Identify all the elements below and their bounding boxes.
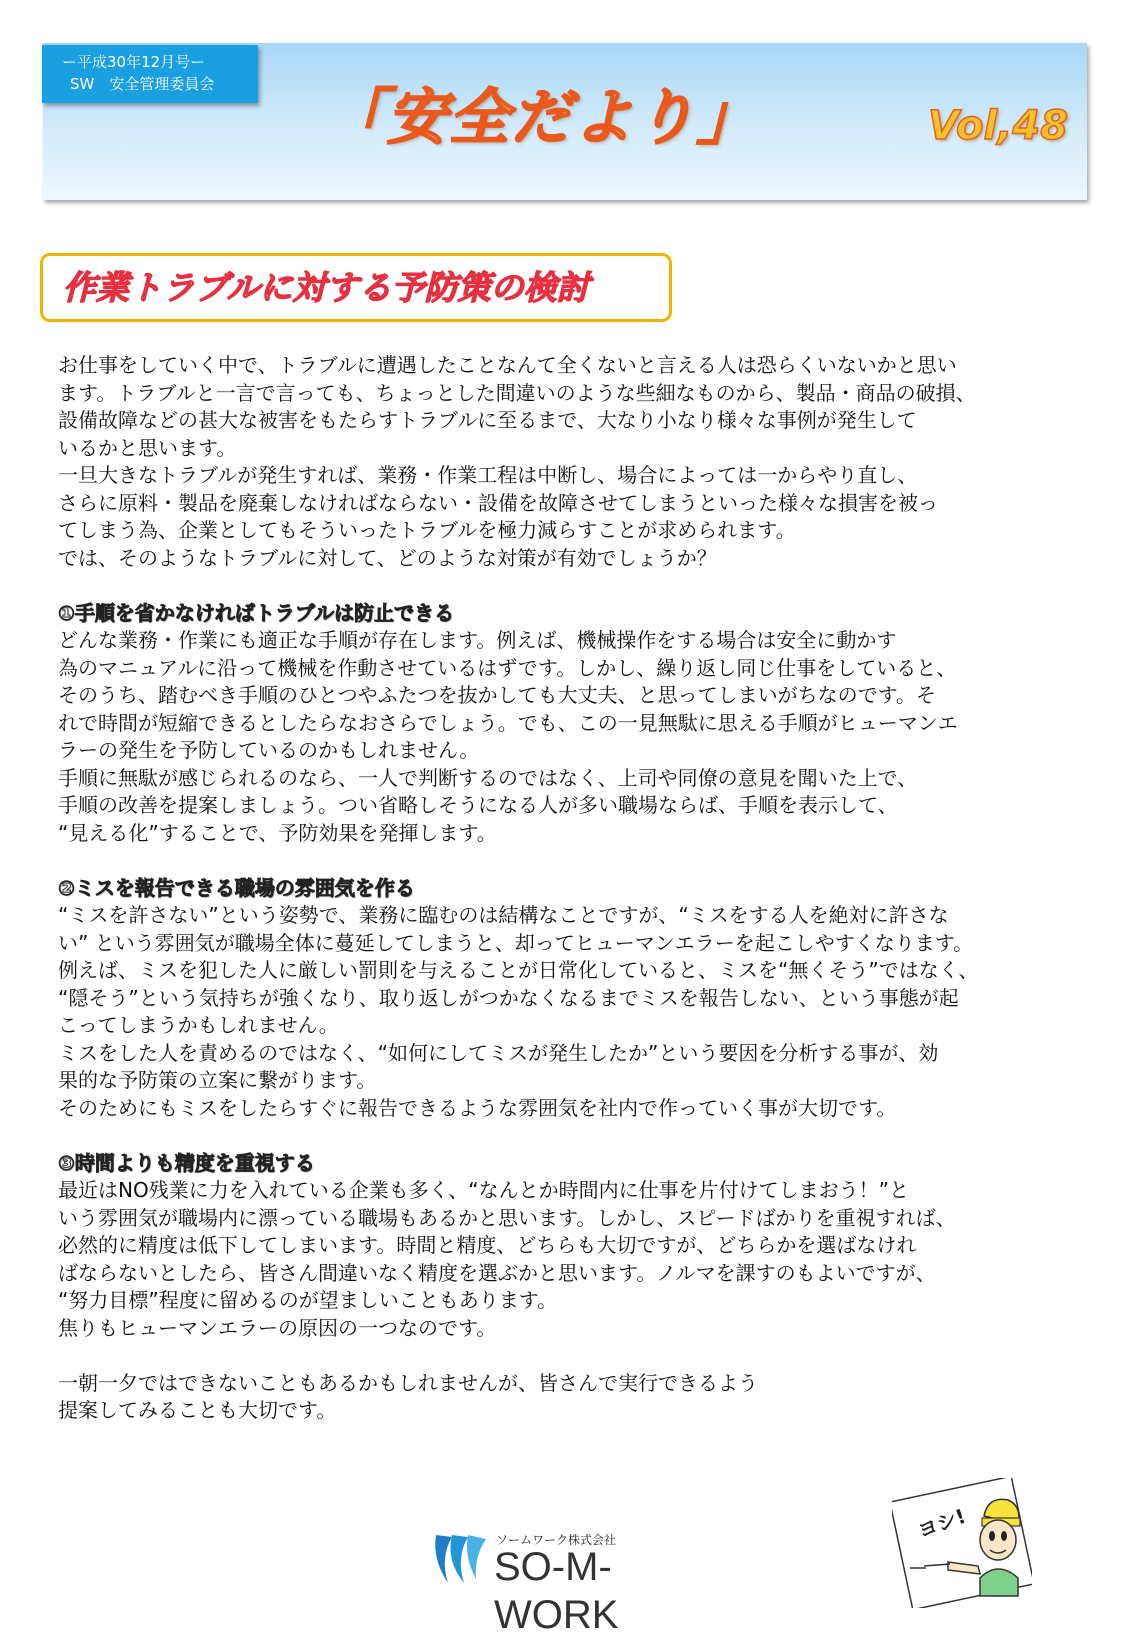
article-heading-box [40,253,672,322]
paragraph-gap [58,1342,1078,1370]
body-line: では、そのようなトラブルに対して、どのような対策が有効でしょうか？ [58,545,717,570]
body-line: 提案してみることも大切です。 [58,1398,337,1422]
company-name: SO-M-WORK [494,1545,619,1637]
body-line: ます。トラブルと一言で言っても、ちょっとした間違いのような些細なものから、製品・商品の破損、 [58,380,976,405]
section-subheading: ③時間よりも精度を重視する [58,1150,315,1175]
paragraph-gap [58,572,1078,600]
body-line: さらに原料・製品を廃棄しなければならない・設備を故障させてしまうといった様々な損害を被っ [58,490,938,515]
body-line: ばならないとしたら、皆さん間違いなく精度を選ぶかと思います。ノルマを課すのもよいですが、 [58,1260,936,1285]
body-line: “努力目標”程度に留めるのが望ましいこともあります。 [58,1288,558,1312]
body-line: 手順に無駄が感じられるのなら、一人で判断するのではなく、上司や同僚の意見を聞いた上で、 [58,765,918,790]
article-heading: 作業トラブルに対する予防策の検討 [63,268,590,307]
section-subheading: ①手順を省かなければトラブルは防止できる [58,600,455,625]
body-line: い” という雰囲気が職場全体に蔓延してしまうと、却ってヒューマンエラーを起こしやすくなります。 [58,930,974,955]
newsletter-title: 「安全だより」 [325,83,759,153]
body-line: こってしまうかもしれません。 [58,1013,339,1037]
body-line: 一朝一夕ではできないこともあるかもしれませんが、皆さんで実行できるよう [58,1370,758,1395]
body-line: 必然的に精度は低下してしまいます。時間と精度、どちらも大切ですが、どちらかを選ばなけれ [58,1233,917,1257]
body-line: “隠そう”という気持ちが強くなり、取り返しがつかなくなるまでミスを報告しない、という事態が起 [58,985,959,1010]
company-logo [430,1525,730,1637]
body-line: 焦りもヒューマンエラーの原因の一つなのです。 [58,1315,497,1340]
body-line: 手順の改善を提案しましょう。つい省略しそうになる人が多い職場ならば、手順を表示して、 [58,793,898,817]
body-line: そのためにもミスをしたらすぐに報告できるような雰囲気を社内で作っていく事が大切です。 [58,1095,897,1120]
company-kana: ソームワーク株式会社 [496,1533,617,1547]
body-line: れで時間が短縮できるとしたらなおさらでしょう。でも、この一見無駄に思える手順がヒューマンエ [58,710,958,735]
paragraph-gap [58,1122,1078,1150]
body-line: いう雰囲気が職場内に漂っている職場もあるかと思います。しかし、スピードばかりを重視すれば、 [58,1205,956,1230]
body-line: 最近はNO残業に力を入れている企業も多く、“なんとか時間内に仕事を片付けてしまおう！”と [58,1178,910,1202]
body-line: “見える化”することで、予防効果を発揮します。 [58,820,497,845]
body-line: ミスをした人を責めるのではなく、“如何にしてミスが発生したか”という要因を分析する事が、効 [58,1040,939,1065]
section-subheading: ②ミスを報告できる職場の雰囲気を作る [58,875,415,900]
company-logo-icon [430,1527,492,1589]
body-line: ラーの発生を予防しているのかもしれません。 [58,738,480,762]
article-body [58,352,1078,1425]
body-line: いるかと思います。 [58,435,237,460]
body-line: てしまう為、企業としてもそういったトラブルを極力減らすことが求められます。 [58,518,796,542]
body-line: そのうち、踏むべき手順のひとつやふたつを抜かしても大丈夫、と思ってしまいがちなのです。そ [58,683,936,707]
body-line: “ミスを許さない”という姿勢で、業務に臨むのは結構なことですが、“ミスをする人を絶対に許さな [58,903,949,927]
issue-date: ー平成30年12月号ー [62,53,206,71]
volume-number: Vol,48 [928,103,1069,149]
body-line: どんな業務・作業にも適正な手順が存在します。例えば、機械操作をする場合は安全に動かす [58,628,897,652]
mascot-speech: ヨシ! [914,1503,969,1544]
issue-tag [42,45,258,103]
committee-name: SW 安全管理委員会 [70,75,215,93]
body-line: 一旦大きなトラブルが発生すれば、業務・作業工程は中断し、場合によっては一からやり直し、 [58,463,918,487]
body-line: 設備故障などの甚大な被害をもたらすトラブルに至るまで、大なり小なり様々な事例が発生して [58,408,917,432]
body-line: 果的な予防策の立案に繋がります。 [58,1068,377,1092]
body-line: お仕事をしていく中で、トラブルに遭遇したことなんて全くないと言える人は恐らくいないかと思い [58,353,957,377]
paragraph-gap [58,847,1078,875]
body-line: 例えば、ミスを犯した人に厳しい罰則を与えることが日常化していると、ミスを“無くそう”ではなく、 [58,958,979,982]
body-line: 為のマニュアルに沿って機械を作動させているはずです。しかし、繰り返し同じ仕事をしていると、 [58,655,957,680]
safety-pointing-mascot-icon [892,1478,1032,1608]
